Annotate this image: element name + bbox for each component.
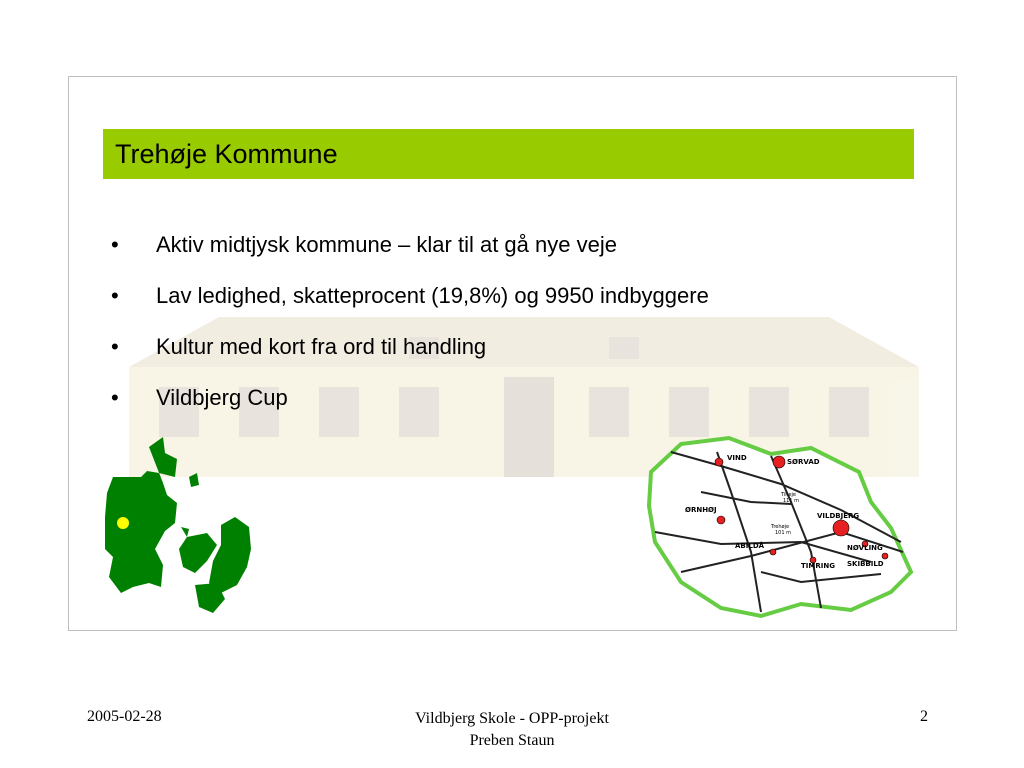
town-label: TIMRING bbox=[801, 562, 835, 570]
slide bbox=[68, 76, 957, 631]
jutland-shape bbox=[105, 437, 177, 593]
bullet-text: Vildbjerg Cup bbox=[156, 385, 288, 410]
municipality-road-map-image bbox=[641, 432, 921, 622]
bullet-marker: • bbox=[111, 283, 119, 308]
footer-date: 2005-02-28 bbox=[87, 708, 162, 725]
bullet-marker: • bbox=[111, 334, 119, 359]
bullet-text: Aktiv midtjysk kommune – klar til at gå nye veje bbox=[156, 232, 617, 257]
footer-center bbox=[372, 708, 652, 752]
title-bar bbox=[103, 129, 914, 179]
denmark-map-image bbox=[103, 437, 253, 622]
funen-shape bbox=[179, 533, 217, 573]
peak-label: 101 m bbox=[775, 530, 792, 536]
town-label: ØRNHØJ bbox=[685, 506, 717, 514]
bullet-marker: • bbox=[111, 232, 119, 257]
bullet-text: Kultur med kort fra ord til handling bbox=[156, 334, 487, 359]
town-label: VIND bbox=[727, 454, 747, 462]
bullet-marker: • bbox=[111, 385, 119, 410]
bullet-text: Lav ledighed, skatteprocent (19,8%) og 9950 indbyggere bbox=[156, 283, 709, 308]
peak-label: Tiheje bbox=[781, 492, 796, 498]
town-label: NØVLING bbox=[847, 544, 883, 552]
island-shape bbox=[189, 473, 199, 487]
location-marker bbox=[117, 517, 129, 529]
page-number: 2 bbox=[920, 708, 928, 725]
town-label: VILDBJERG bbox=[817, 512, 860, 520]
town-label: SKIBBILD bbox=[847, 560, 884, 568]
peak-label: 111 m bbox=[783, 498, 800, 504]
footer-presentation-title: Vildbjerg Skole - OPP-projekt bbox=[415, 710, 609, 727]
town-label: ABILDÅ bbox=[735, 542, 765, 550]
zealand-shape bbox=[209, 517, 251, 593]
town-label: SØRVAD bbox=[787, 458, 820, 466]
peak-label: Trehøje bbox=[771, 524, 790, 530]
island-shape bbox=[181, 527, 189, 537]
slide-title: Trehøje Kommune bbox=[115, 139, 338, 169]
footer-author: Preben Staun bbox=[469, 732, 555, 749]
